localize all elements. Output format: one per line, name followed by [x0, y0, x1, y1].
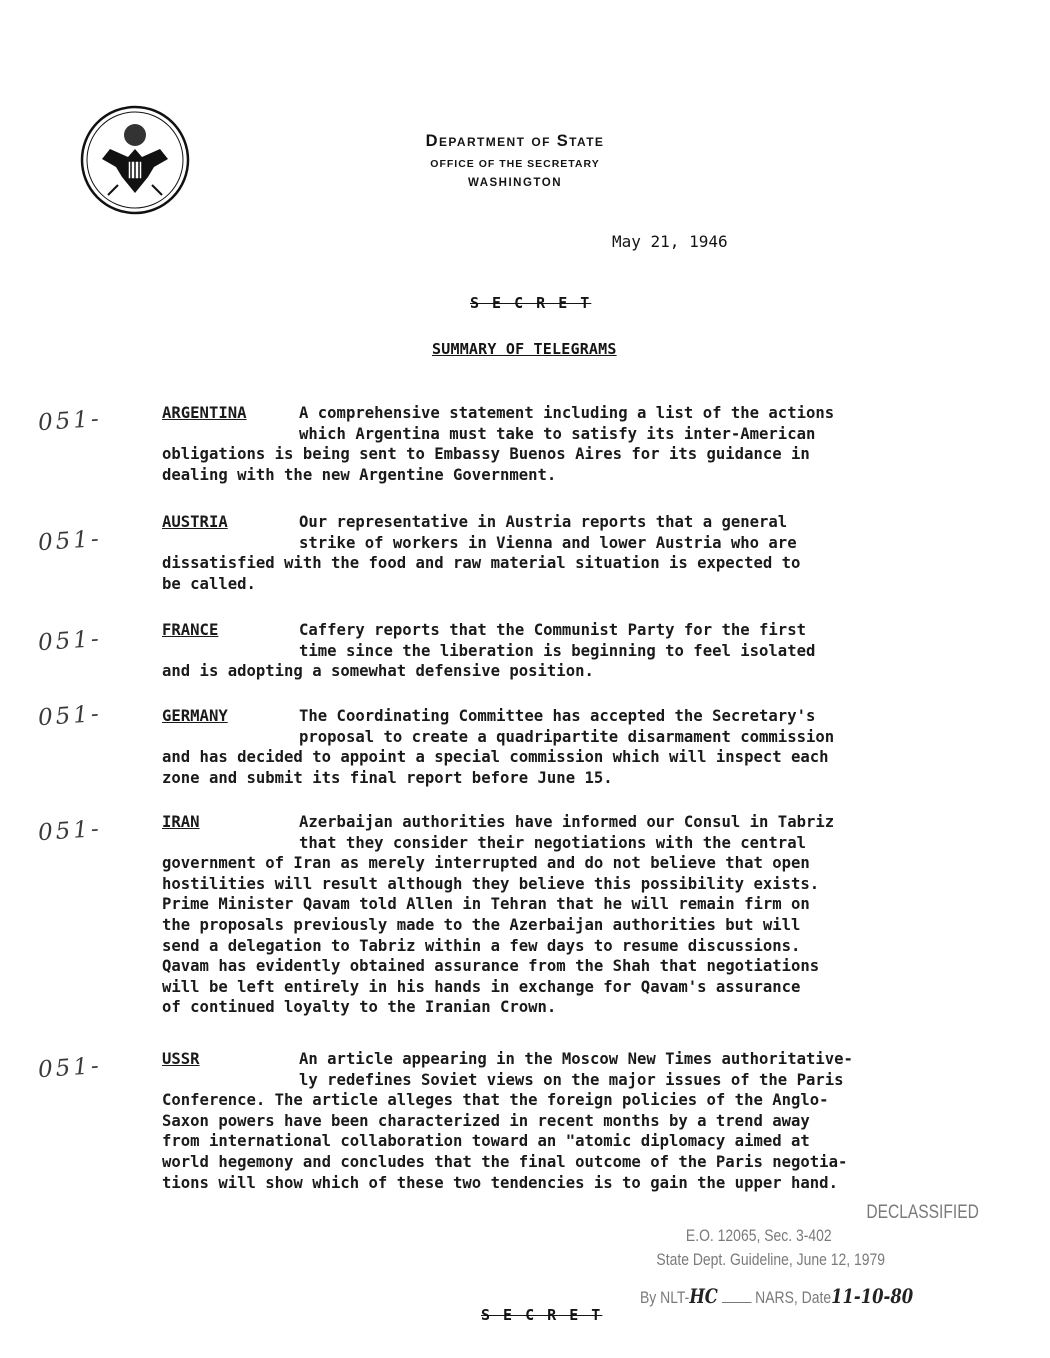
entry-first-line: Caffery reports that the Communist Party for the first — [299, 621, 806, 639]
entry-second-line: which Argentina must take to satisfy its inter-American — [299, 424, 816, 443]
telegram-entry-germany — [162, 706, 942, 788]
document-title: SUMMARY OF TELEGRAMS — [432, 340, 617, 358]
country-heading: USSR — [162, 1050, 200, 1068]
office-name: OFFICE OF THE SECRETARY — [430, 158, 600, 170]
entry-body: government of Iran as merely interrupted and do not believe that open hostilities will result although they believe this possibility exists. Prime Minister Qavam told Allen in Tehran that he will remain firm on the proposals previously made to the Azerbaijan authorities but will send a delegation to Tabriz within a few days to resume discussions. Qavam has evidently obtained assurance from the Shah that negotiations will be left entirely in his hands in exchange for Qavam's assurance of continued loyalty to the Iranian Crown. — [162, 854, 820, 1017]
margin-note: 051- — [37, 1052, 103, 1084]
document-date: May 21, 1946 — [612, 232, 728, 251]
stamp-guideline: State Dept. Guideline, June 12, 1979 — [656, 1250, 886, 1269]
margin-note: 051- — [37, 700, 103, 732]
entry-body: obligations is being sent to Embassy Buenos Aires for its guidance in dealing with the new Argentine Government. — [162, 445, 810, 484]
entry-second-line: ly redefines Soviet views on the major issues of the Paris — [299, 1070, 844, 1089]
entry-first-line: Azerbaijan authorities have informed our Consul in Tabriz — [299, 813, 835, 831]
entry-second-line: that they consider their negotiations with the central — [299, 833, 806, 852]
telegram-entry-ussr — [162, 1049, 942, 1193]
stamp-initials: HC — [689, 1284, 718, 1308]
entry-first-line: An article appearing in the Moscow New Times authoritative- — [299, 1050, 853, 1068]
margin-note: 051- — [37, 405, 103, 437]
country-heading: IRAN — [162, 813, 200, 831]
stamp-authority: E.O. 12065, Sec. 3-402 — [685, 1226, 832, 1245]
entry-first-line: The Coordinating Committee has accepted the Secretary's — [299, 707, 816, 725]
telegram-entry-france — [162, 620, 942, 682]
entry-body: dissatisfied with the food and raw material situation is expected to be called. — [162, 554, 801, 593]
entry-body: and has decided to appoint a special commission which will inspect each zone and submit its final report before June 15. — [162, 748, 829, 787]
telegram-entry-argentina — [162, 403, 942, 485]
margin-note: 051- — [37, 625, 103, 657]
margin-note: 051- — [37, 815, 103, 847]
entry-first-line: Our representative in Austria reports that a general — [299, 513, 788, 531]
great-seal-icon — [80, 105, 190, 215]
entry-body: Conference. The article alleges that the foreign policies of the Anglo- Saxon powers have been characterized in recent months by a trend away from international collaboration toward an "atomic diplomacy aimed at world hegemony and concludes that the final outcome of the Paris negotia- tions will show which of these two tendencies is to gain the upper hand. — [162, 1091, 848, 1192]
department-name: Department of State — [425, 132, 605, 150]
stamp-signature-line — [640, 1284, 913, 1308]
entry-first-line: A comprehensive statement including a list of the actions — [299, 404, 835, 422]
letterhead — [330, 132, 700, 189]
entry-second-line: strike of workers in Vienna and lower Austria who are — [299, 533, 797, 552]
classification-marking-top: S E C R E T — [470, 294, 592, 312]
country-heading: ARGENTINA — [162, 404, 247, 422]
entry-body: and is adopting a somewhat defensive position. — [162, 662, 594, 681]
city-name: WASHINGTON — [467, 177, 562, 189]
telegram-entry-austria — [162, 512, 942, 594]
country-heading: FRANCE — [162, 621, 219, 639]
entry-second-line: time since the liberation is beginning to feel isolated — [299, 641, 816, 660]
entry-second-line: proposal to create a quadripartite disarmament commission — [299, 727, 835, 746]
classification-marking-bottom: S E C R E T — [481, 1306, 603, 1324]
country-heading: AUSTRIA — [162, 513, 228, 531]
stamp-by-label: By NLT- — [640, 1288, 690, 1307]
margin-note: 051- — [37, 525, 103, 557]
telegram-entry-iran — [162, 812, 942, 1018]
country-heading: GERMANY — [162, 707, 228, 725]
stamp-date: 11-10-80 — [831, 1284, 914, 1308]
stamp-title: DECLASSIFIED — [866, 1202, 979, 1223]
stamp-nars-label: NARS, Date — [755, 1288, 832, 1307]
